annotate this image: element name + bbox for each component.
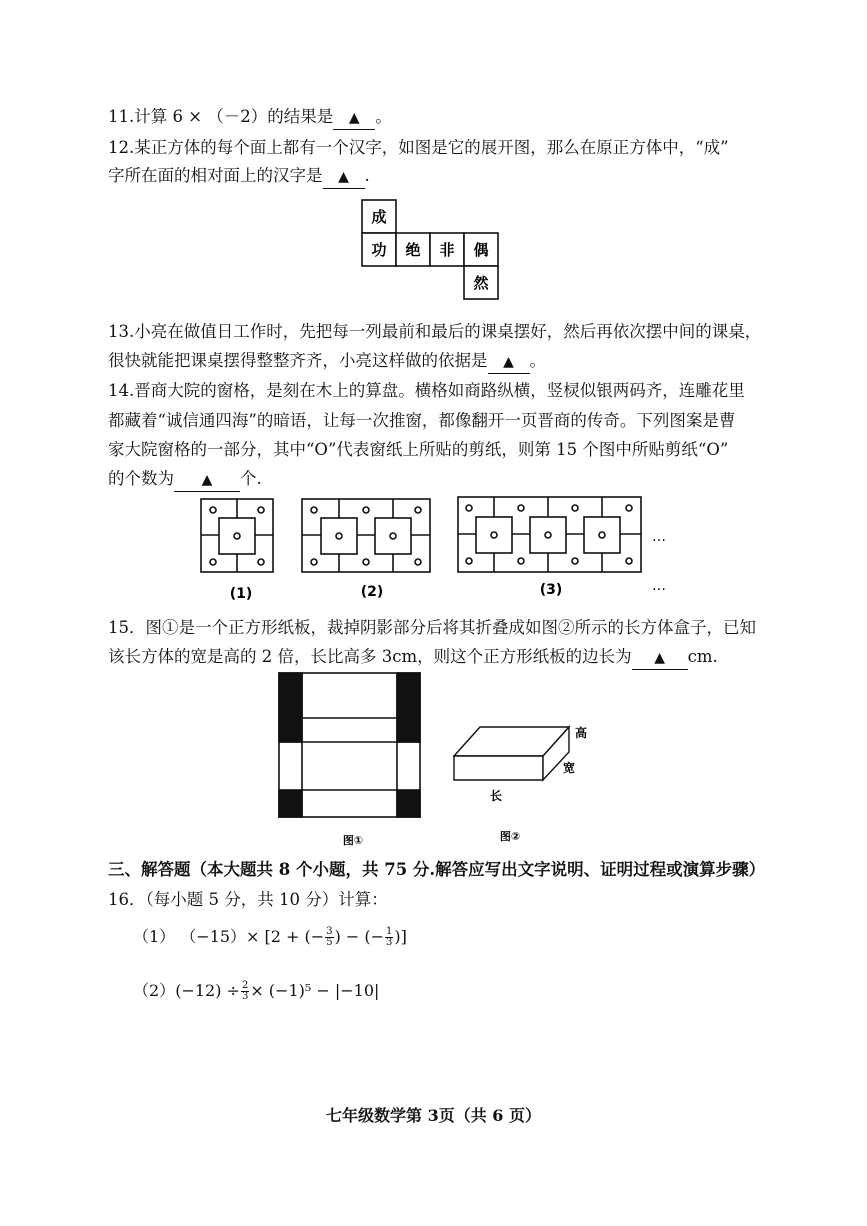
ellipsis: …: [652, 529, 666, 545]
question-12-line2: 字所在面的相对面上的汉字是 ▲ .: [108, 165, 370, 189]
question-14-line1: 14.晋商大院的窗格，是刻在木上的算盘。横格如商路纵横，竖棂似银两码齐，连雕花里: [108, 381, 745, 400]
answer-blank: ▲: [488, 350, 530, 374]
figure-label: (2): [360, 584, 384, 600]
fraction: $\frac{1}{3}$: [386, 926, 393, 948]
net-char: 偶: [473, 241, 489, 259]
box-figure: [448, 718, 598, 846]
fraction: $\frac{2}{3}$: [241, 980, 249, 1002]
page-footer: 七年级数学第 3页（共 6 页）: [326, 1106, 541, 1125]
answer-blank: ▲: [632, 646, 688, 670]
net-char: 然: [473, 274, 489, 292]
question-15-line1: 15．图①是一个正方形纸板，裁掉阴影部分后将其折叠成如图②所示的长方体盒子，已知: [108, 618, 756, 637]
question-13-line1: 13.小亮在做值日工作时，先把每一列最前和最后的课桌摆好，然后再依次摆中间的课桌，: [108, 322, 762, 341]
answer-blank: ▲: [323, 165, 365, 189]
question-12-line1: 12.某正方体的每个面上都有一个汉字，如图是它的展开图，那么在原正方体中，“成”: [108, 138, 729, 157]
section-heading: 三、解答题（本大题共 8 个小题，共 75 分.解答应写出文字说明、证明过程或演算步骤）: [108, 860, 766, 879]
answer-blank: ▲: [333, 106, 375, 130]
figure-label: (1): [229, 586, 253, 602]
ellipsis: …: [652, 578, 666, 594]
net-char: 成: [371, 208, 387, 226]
net-char: 绝: [405, 241, 421, 259]
figure-label: 图①: [342, 834, 364, 847]
q11-text: 11.计算 6 × （－2）的结果是: [108, 107, 334, 126]
question-14-line3: 家大院窗格的一部分，其中“O”代表窗纸上所贴的剪纸，则第 15 个图中所贴剪纸“O”: [108, 440, 729, 459]
box-width-label: 宽: [563, 761, 576, 775]
question-11: 11.计算 6 × （－2）的结果是 ▲ 。: [108, 106, 392, 130]
question-14-line2: 都藏着“诚信通四海”的暗语，让每一次推窗，都像翻开一页晋商的传奇。下列图案是曹: [108, 411, 736, 430]
question-16-intro: 16．（每小题 5 分，共 10 分）计算：: [108, 890, 388, 909]
question-15-line2: 该长方体的宽是高的 2 倍，长比高多 3cm，则这个正方形纸板的边长为 ▲ cm.: [108, 646, 718, 670]
box-length-label: 长: [490, 789, 503, 803]
answer-blank: ▲: [174, 468, 240, 492]
net-char: 功: [371, 241, 387, 259]
question-13-line2: 很快就能把课桌摆得整整齐齐，小亮这样做的依据是 ▲ 。: [108, 350, 546, 374]
fraction: $\frac{3}{5}$: [326, 926, 333, 948]
figure-label: (3): [539, 582, 563, 598]
net-char: 非: [439, 241, 455, 259]
q16-part2: （2）(−12) ÷ $\frac{2}{3}$ × (−1)⁵ − |−10|: [133, 980, 380, 1002]
square-board-figure: [276, 670, 426, 850]
figure-label: 图②: [499, 830, 521, 843]
cube-net-figure: [358, 198, 504, 306]
q16-part1: （1） （−15）× [2 + (− $\frac{3}{5}$ ) − (− $\frac{1}{3}$ )]: [133, 926, 407, 948]
question-14-line4: 的个数为 ▲ 个.: [108, 468, 262, 492]
box-height-label: 高: [575, 726, 588, 740]
window-pattern-figure: [196, 494, 676, 606]
